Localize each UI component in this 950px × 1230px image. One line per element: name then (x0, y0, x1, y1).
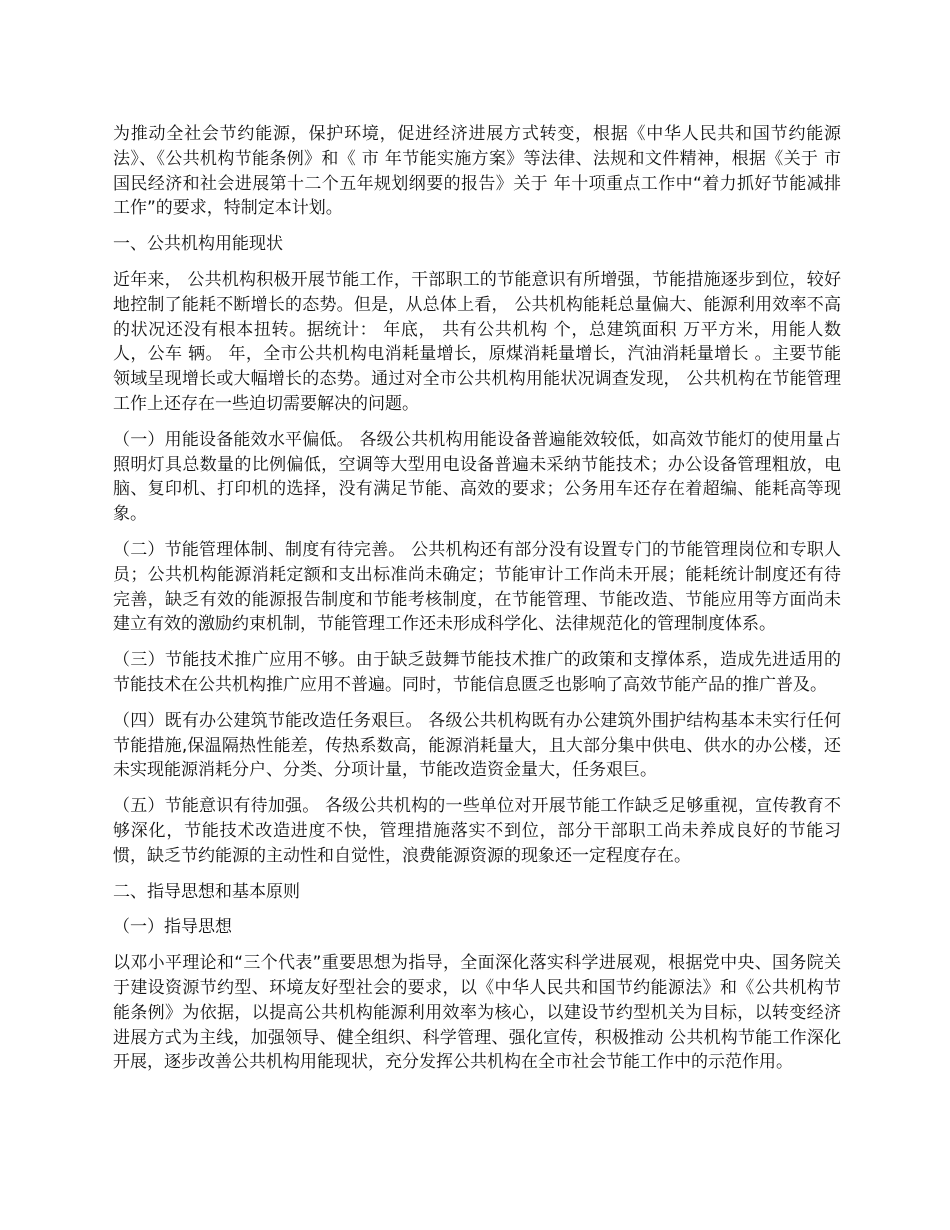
issue-paragraph-1: （一）用能设备能效水平偏低。 各级公共机构用能设备普遍能效较低，如高效节能灯的使用量占照明灯具总数量的比例偏低，空调等大型用电设备普遍未采纳节能技术；办公设备管理粗放，电脑、复印机、打印机的选择，没有满足节能、高效的要求；公务用车还存在着超编、能耗高等现象。 (113, 429, 841, 525)
document-page (113, 122, 841, 1075)
issue-paragraph-3: （三）节能技术推广应用不够。由于缺乏鼓舞节能技术推广的政策和支撑体系，造成先进适用的节能技术在公共机构推广应用不普遍。同时，节能信息匮乏也影响了高效节能产品的推广普及。 (113, 650, 841, 695)
intro-paragraph: 为推动全社会节约能源，保护环境，促进经济进展方式转变，根据《中华人民共和国节约能源法》、《公共机构节能条例》和《 市 年节能实施方案》等法律、法规和文件精神，根据《关于 市国民经济和社会进展第十二个五年规划纲要的报告》关于 年十项重点工作中“着力抓好节能减排工作”的要求，特制定本计划。 (113, 124, 841, 219)
section-heading-1: 一、公共机构用能现状 (113, 234, 283, 255)
guiding-thought-paragraph: 以邓小平理论和“三个代表”重要思想为指导，全面深化落实科学进展观，根据党中央、国务院关于建设资源节约型、环境友好型社会的要求，以《中华人民共和国节约能源法》和《公共机构节能条例》为依据，以提高公共机构能源利用效率为核心，以建设节约型机关为目标，以转变经济进展方式为主线，加强领导、健全组织、科学管理、强化宣传，积极推动 公共机构节能工作深化开展，逐步改善公共机构用能现状，充分发挥公共机构在全市社会节能工作中的示范作用。 (113, 953, 841, 1073)
section-heading-2: 二、指导思想和基本原则 (113, 881, 300, 902)
subsection-heading-1: （一）指导思想 (113, 917, 232, 938)
issue-paragraph-5: （五）节能意识有待加强。 各级公共机构的一些单位对开展节能工作缺乏足够重视，宣传教育不够深化，节能技术改造进度不快，管理措施落实不到位，部分干部职工尚未养成良好的节能习惯，缺乏节约能源的主动性和自觉性，浪费能源资源的现象还一定程度存在。 (113, 796, 841, 866)
issue-paragraph-4: （四）既有办公建筑节能改造任务艰巨。 各级公共机构既有办公建筑外围护结构基本未实行任何节能措施,保温隔热性能差，传热系数高，能源消耗量大，且大部分集中供电、供水的办公楼，还未实现能源消耗分户、分类、分项计量，节能改造资金量大，任务艰巨。 (113, 710, 841, 781)
status-paragraph: 近年来， 公共机构积极开展节能工作，干部职工的节能意识有所增强，节能措施逐步到位，较好地控制了能耗不断增长的态势。但是，从总体上看， 公共机构能耗总量偏大、能源利用效率不高的状况还没有根本扭转。据统计： 年底， 共有公共机构 个，总建筑面积 万平方米，用能人数 人，公车 辆。 年，全市公共机构电消耗量增长，原煤消耗量增长，汽油消耗量增长 。主要节能领域呈现增长或大幅增长的态势。通过对全市公共机构用能状况调查发现， 公共机构在节能管理工作上还存在一些迫切需要解决的问题。 (113, 269, 841, 414)
issue-paragraph-2: （二）节能管理体制、制度有待完善。 公共机构还有部分没有设置专门的节能管理岗位和专职人员；公共机构能源消耗定额和支出标准尚未确定；节能审计工作尚未开展；能耗统计制度还有待完善，缺乏有效的能源报告制度和节能考核制度，在节能管理、节能改造、节能应用等方面尚未建立有效的激励约束机制，节能管理工作还未形成科学化、法律规范化的管理制度体系。 (113, 539, 841, 635)
